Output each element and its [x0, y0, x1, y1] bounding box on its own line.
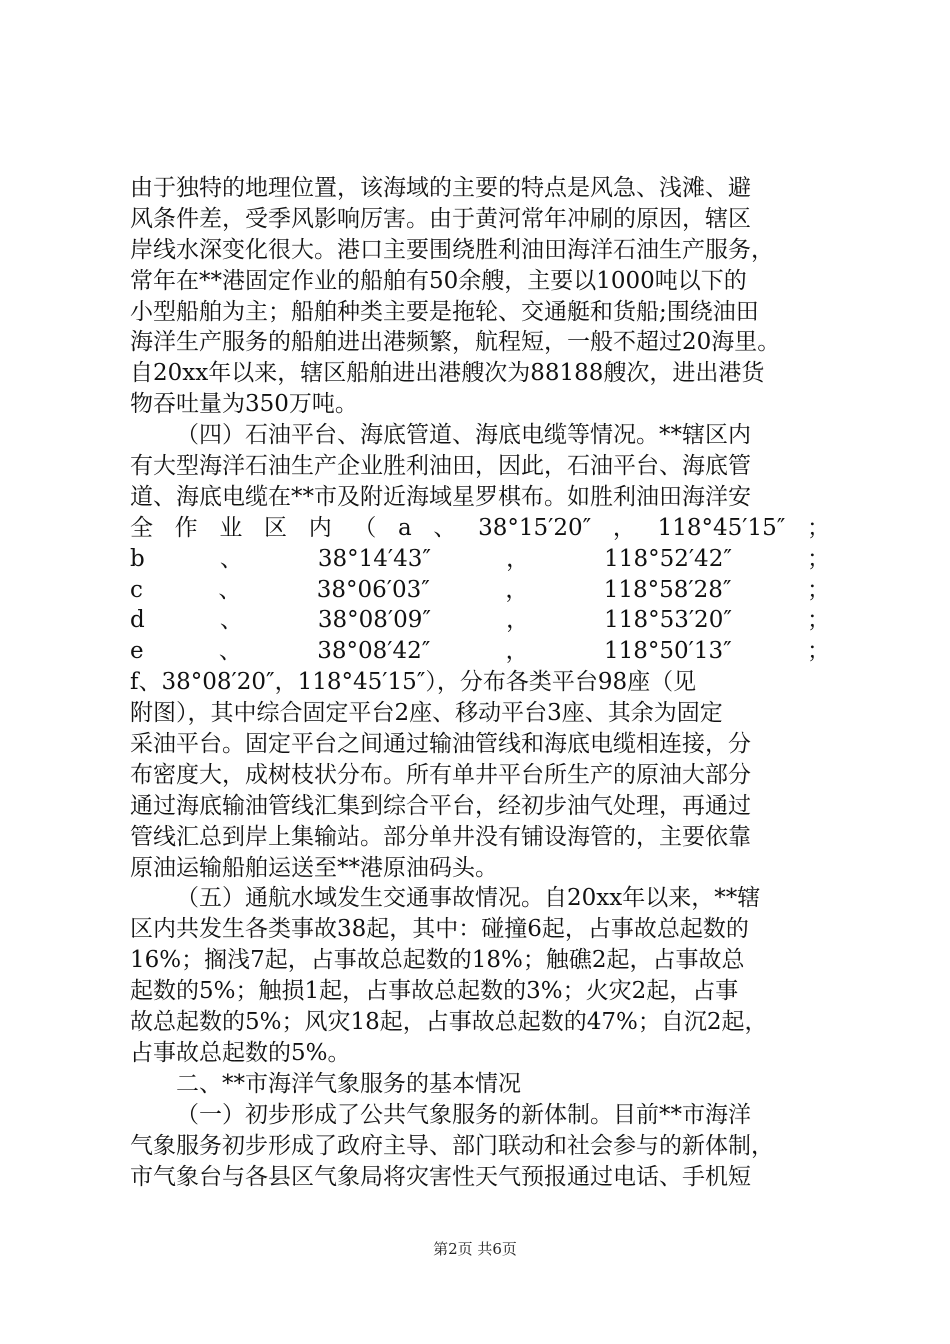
- text-line: 区内共发生各类事故38起，其中：碰撞6起，占事故总起数的: [130, 916, 749, 943]
- text-line: 起数的5%；触损1起，占事故总起数的3%；火灾2起，占事: [130, 978, 739, 1005]
- coordinate-token: 、: [433, 514, 457, 541]
- coordinate-line: [130, 544, 830, 575]
- coordinate-token: 38°15′20″: [478, 514, 592, 541]
- coordinate-token: ；: [807, 607, 830, 634]
- coordinate-token: 内: [308, 514, 332, 541]
- coordinate-token: 作: [174, 514, 198, 541]
- text-line: 小型船舶为主；船舶种类主要是拖轮、交通艇和货船;围绕油田: [130, 298, 759, 325]
- coordinate-line: [130, 575, 830, 606]
- text-line: 市气象台与各县区气象局将灾害性天气预报通过电话、手机短: [130, 1163, 751, 1190]
- coordinate-token: a: [398, 514, 412, 541]
- text-line: （五）通航水域发生交通事故情况。自20xx年以来，**辖: [176, 885, 761, 912]
- coordinate-token: 全: [130, 514, 153, 541]
- text-line: 采油平台。固定平台之间通过输油管线和海底电缆相连接，分: [130, 731, 751, 758]
- coordinate-token: 38°08′09″: [317, 607, 432, 634]
- coordinate-token: 38°08′42″: [317, 638, 431, 665]
- text-line: （一）初步形成了公共气象服务的新体制。目前**市海洋: [176, 1101, 751, 1128]
- text-line: 风条件差，受季风影响厉害。由于黄河常年冲刷的原因，辖区: [130, 205, 751, 232]
- text-line: 常年在**港固定作业的船舶有50余艘，主要以1000吨以下的: [130, 267, 747, 294]
- coordinate-token: 118°58′28″: [603, 576, 732, 603]
- coordinate-token: 、: [218, 638, 242, 665]
- coordinate-token: 38°14′43″: [317, 545, 432, 572]
- coordinate-token: ，: [506, 607, 530, 634]
- coordinate-token: 区: [264, 514, 288, 541]
- text-line: 故总起数的5%；风灾18起，占事故总起数的47%；自沉2起，: [130, 1009, 768, 1036]
- text-line: f、38°08′20″，118°45′15″），分布各类平台98座（见: [130, 669, 697, 696]
- coordinate-token: 38°06′03″: [316, 576, 430, 603]
- coordinate-token: 、: [219, 545, 243, 572]
- coordinate-token: ，: [505, 576, 529, 603]
- text-line: 附图），其中综合固定平台2座、移动平台3座、其余为固定: [130, 700, 723, 727]
- coordinate-token: ；: [806, 576, 830, 603]
- text-line: 通过海底输油管线汇集到综合平台，经初步油气处理，再通过: [130, 792, 751, 819]
- text-line: 自20xx年以来，辖区船舶进出港艘次为88188艘次，进出港货: [130, 360, 765, 387]
- text-line: 道、海底电缆在**市及附近海域星罗棋布。如胜利油田海洋安: [130, 483, 751, 510]
- coordinate-token: ，: [612, 514, 636, 541]
- coordinate-token: （: [353, 514, 377, 541]
- text-line: （四）石油平台、海底管道、海底电缆等情况。**辖区内: [176, 422, 751, 449]
- text-line: 原油运输船舶运送至**港原油码头。: [130, 854, 498, 881]
- coordinate-token: e: [130, 638, 144, 665]
- text-line: 有大型海洋石油生产企业胜利油田，因此，石油平台、海底管: [130, 453, 751, 480]
- coordinate-token: 118°53′20″: [604, 607, 732, 634]
- document-body: [130, 173, 830, 1192]
- text-line: 物吞吐量为350万吨。: [130, 391, 358, 418]
- coordinate-token: ；: [807, 545, 830, 572]
- text-line: 占事故总起数的5%。: [130, 1039, 351, 1066]
- text-line: 16%；搁浅7起，占事故总起数的18%；触礁2起，占事故总: [130, 947, 745, 974]
- coordinate-line: [130, 605, 830, 636]
- coordinate-token: ；: [806, 514, 830, 541]
- text-line: 气象服务初步形成了政府主导、部门联动和社会参与的新体制，: [130, 1132, 774, 1159]
- coordinate-token: d: [130, 607, 145, 634]
- coordinate-token: 、: [218, 576, 242, 603]
- page-footer: 第2页 共6页: [433, 1240, 517, 1258]
- text-line: 由于独特的地理位置，该海域的主要的特点是风急、浅滩、避: [130, 175, 751, 201]
- coordinate-token: ；: [806, 638, 830, 665]
- coordinate-token: b: [130, 545, 145, 572]
- coordinate-token: 118°45′15″: [657, 514, 786, 541]
- coordinate-token: 、: [219, 607, 243, 634]
- text-line: 管线汇总到岸上集输站。部分单井没有铺设海管的，主要依靠: [130, 823, 751, 850]
- coordinate-token: 业: [219, 514, 243, 541]
- coordinate-token: 118°50′13″: [603, 638, 732, 665]
- coordinate-token: ，: [506, 545, 530, 572]
- text-line: 海洋生产服务的船舶进出港频繁，航程短，一般不超过20海里。: [130, 329, 781, 356]
- text-line: 岸线水深变化很大。港口主要围绕胜利油田海洋石油生产服务，: [130, 236, 774, 263]
- coordinate-token: c: [130, 576, 143, 603]
- coordinate-token: 118°52′42″: [604, 545, 732, 572]
- coordinate-line: [130, 636, 830, 667]
- text-line: 布密度大，成树枝状分布。所有单井平台所生产的原油大部分: [130, 761, 751, 788]
- coordinate-token: ，: [505, 638, 529, 665]
- coordinate-line: [130, 513, 830, 544]
- text-line: 二、**市海洋气象服务的基本情况: [176, 1070, 521, 1097]
